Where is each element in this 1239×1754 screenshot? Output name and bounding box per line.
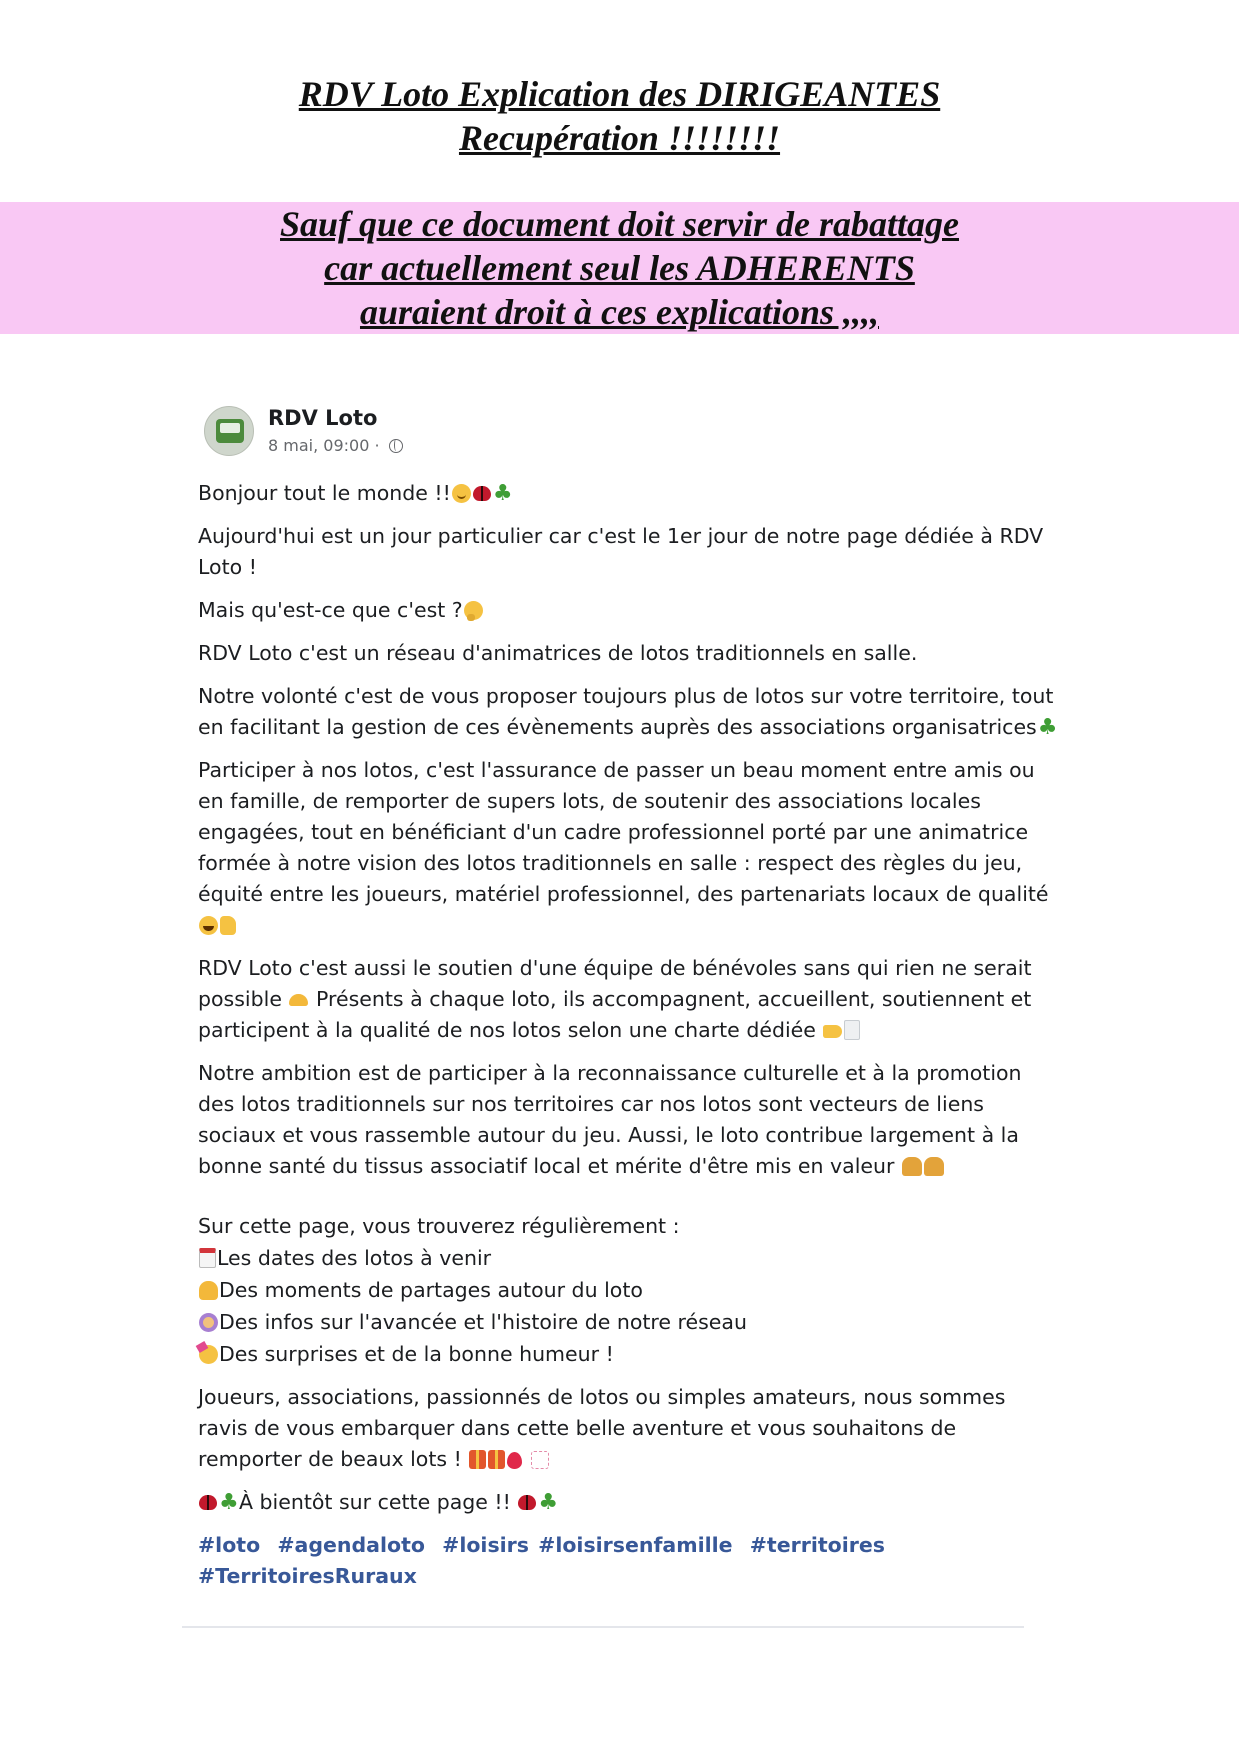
post-paragraph: Notre ambition est de participer à la reconnaissance culturelle et à la promotion des lotos traditionnels sur nos territoires car nos lotos sont vecteurs de liens sociaux et vous rassemble autour du jeu. Aussi, le loto contribue largement à la bonne santé du tissus associatif local et mérite d'être mis en valeur — [198, 1061, 1022, 1178]
heading-line-1: RDV Loto Explication des DIRIGEANTES — [298, 74, 941, 114]
raised-hands-icon — [199, 1281, 218, 1300]
post-paragraph: Bonjour tout le monde !!♣ — [198, 478, 1058, 509]
post-bottom-border — [182, 1626, 1024, 1628]
post-meta — [268, 436, 403, 455]
post-paragraph: Participer à nos lotos, c'est l'assurance de passer un beau moment entre amis ou en famille, de remporter de supers lots, de soutenir des associations locales engagées, tout en bénéficiant d'un cadre professionnel porté par une animatrice formée à notre vision des lotos traditionnels en salle : respect des règles du jeu, équité entre les joueurs, matériel professionnel, des partenariats locaux de qualité — [198, 755, 1058, 941]
post-paragraph: Aujourd'hui est un jour particulier car c'est le 1er jour de notre page dédiée à RDV Loto ! — [198, 524, 1044, 579]
list-item: Des moments de partages autour du loto — [198, 1274, 1058, 1306]
highlighted-note — [0, 202, 1239, 334]
party-face-icon — [199, 1345, 218, 1364]
clover-icon — [493, 484, 512, 503]
woman-icon — [199, 1313, 218, 1332]
post-paragraph: Joueurs, associations, passionnés de lotos ou simples amateurs, nous sommes ravis de vous embarquer dans cette belle aventure et vous souhaitons de remporter de beaux lots ! — [198, 1385, 1006, 1471]
hashtag-link[interactable]: #loisirsenfamille — [538, 1533, 733, 1557]
thumbs-up-icon — [220, 916, 236, 935]
list-item: Les dates des lotos à venir — [198, 1242, 1058, 1274]
hashtag-link[interactable]: #territoires — [749, 1533, 885, 1557]
ladybug-icon — [473, 486, 491, 501]
document-heading — [0, 72, 1239, 160]
gift-icon — [488, 1450, 505, 1469]
note-line-2: car actuellement seul les ADHERENTS — [0, 246, 1239, 290]
avatar[interactable] — [204, 406, 254, 456]
clover-icon — [219, 1493, 238, 1512]
post-timestamp[interactable]: 8 mai, 09:00 · — [268, 436, 380, 455]
hashtag-link[interactable]: #loto — [198, 1533, 261, 1557]
hashtag-link[interactable]: #loisirs — [442, 1533, 529, 1557]
hashtags — [198, 1530, 1058, 1592]
grinning-face-icon — [199, 916, 218, 935]
people-holding-hands-icon — [924, 1157, 944, 1176]
balloon-icon — [507, 1452, 522, 1469]
list-item: Des infos sur l'avancée et l'histoire de notre réseau — [198, 1306, 1058, 1338]
list-intro: Sur cette page, vous trouverez régulièrement : — [198, 1214, 680, 1238]
calendar-icon — [199, 1248, 216, 1268]
heading-line-2: Recupération !!!!!!!! — [458, 118, 781, 158]
post-author[interactable]: RDV Loto — [268, 406, 378, 430]
post-body — [198, 478, 1058, 1592]
facebook-post — [182, 398, 1062, 1638]
hashtag-link[interactable]: #TerritoiresRuraux — [198, 1564, 417, 1588]
list-item: Des surprises et de la bonne humeur ! — [198, 1338, 1058, 1370]
pointing-hand-icon — [823, 1025, 842, 1038]
note-line-1: Sauf que ce document doit servir de rabattage — [0, 202, 1239, 246]
raised-hands-icon — [289, 994, 308, 1006]
post-paragraph: Mais qu'est-ce que c'est ? — [198, 595, 1058, 626]
post-paragraph: Notre volonté c'est de vous proposer toujours plus de lotos sur votre territoire, tout en facilitant la gestion de ces évènements auprès des associations organisatrices♣ — [198, 681, 1058, 743]
document-icon — [844, 1020, 860, 1040]
post-paragraph: RDV Loto c'est aussi le soutien d'une équipe de bénévoles sans qui rien ne serait possible Présents à chaque loto, ils accompagnent, accueillent, soutiennent et participent à la qualité de nos lotos selon une charte dédiée — [198, 956, 1032, 1042]
clover-icon — [1038, 718, 1057, 737]
globe-icon — [389, 439, 403, 453]
post-paragraph: ♣À bientôt sur cette page !! ♣ — [198, 1487, 1058, 1518]
thinking-face-icon — [464, 601, 483, 620]
ladybug-icon — [199, 1495, 217, 1510]
people-holding-hands-icon — [902, 1157, 922, 1176]
feature-list — [198, 1210, 1058, 1370]
gift-icon — [469, 1450, 486, 1469]
ladybug-icon — [518, 1495, 536, 1510]
clover-icon — [538, 1493, 557, 1512]
confetti-icon — [531, 1451, 549, 1469]
smile-icon — [452, 484, 471, 503]
post-paragraph: RDV Loto c'est un réseau d'animatrices de lotos traditionnels en salle. — [198, 641, 918, 665]
hashtag-link[interactable]: #agendaloto — [277, 1533, 425, 1557]
note-line-3: auraient droit à ces explications ,,,, — [0, 290, 1239, 334]
